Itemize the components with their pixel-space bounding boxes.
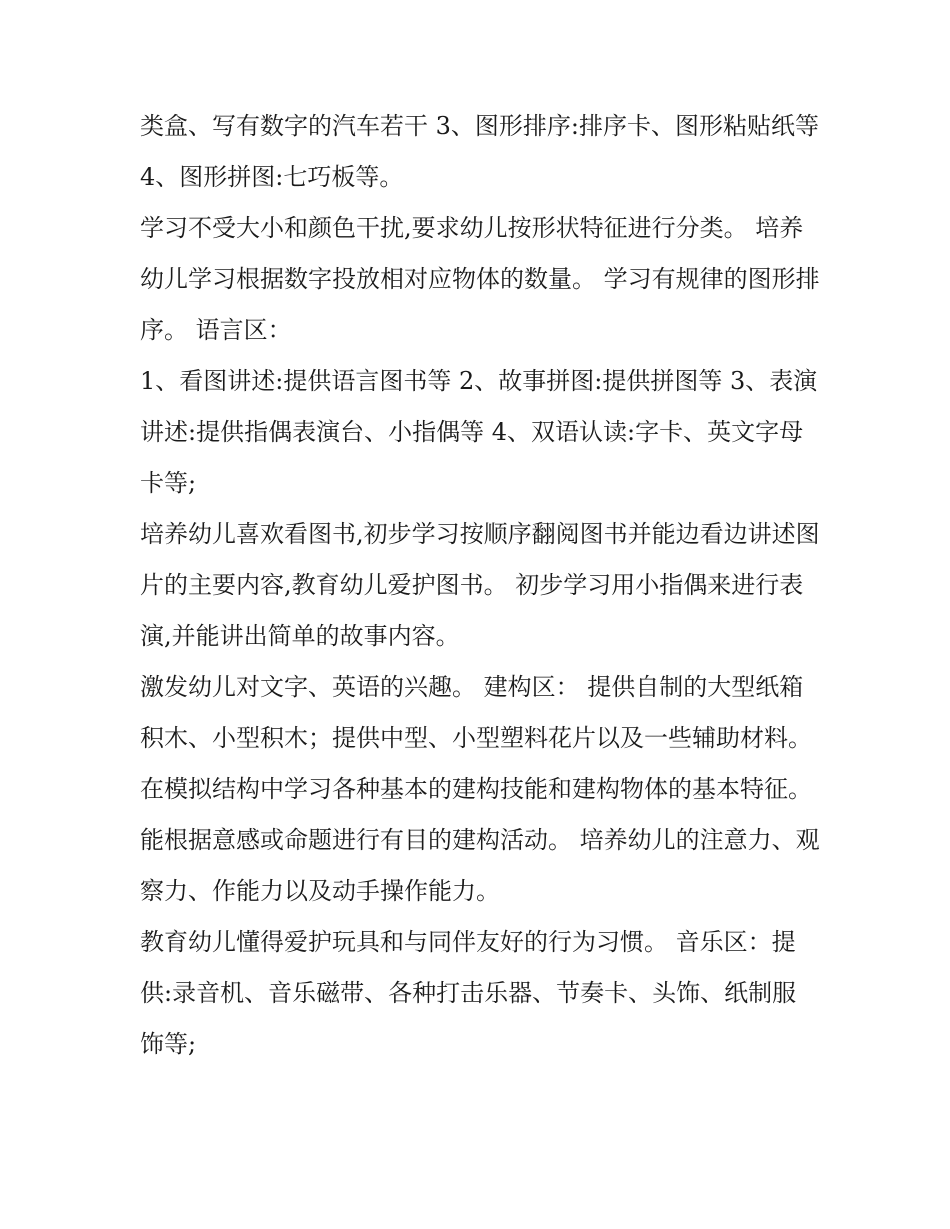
paragraph: 教育幼儿懂得爱护玩具和与同伴友好的行为习惯。 音乐区：提供:录音机、音乐磁带、各种打击乐器、节奏卡、头饰、纸制服饰等;	[140, 928, 797, 1058]
paragraph: 类盒、写有数字的汽车若干 3、图形排序:排序卡、图形粘贴纸等 4、图形拼图:七巧板等。	[140, 112, 819, 191]
paragraph: 激发幼儿对文字、英语的兴趣。 建构区： 提供自制的大型纸箱积木、小型积木；提供中型、小型塑料花片以及一些辅助材料。	[140, 673, 812, 752]
paragraph: 在模拟结构中学习各种基本的建构技能和建构物体的基本特征。 能根据意感或命题进行有目的建构活动。 培养幼儿的注意力、观察力、作能力以及动手操作能力。	[140, 775, 820, 905]
paragraph: 1、看图讲述:提供语言图书等 2、故事拼图:提供拼图等 3、表演讲述:提供指偶表演台、小指偶等 4、双语认读:字卡、英文字母卡等;	[140, 367, 818, 497]
paragraph: 学习不受大小和颜色干扰,要求幼儿按形状特征进行分类。 培养幼儿学习根据数字投放相对应物体的数量。 学习有规律的图形排序。 语言区：	[140, 214, 820, 344]
paragraph: 培养幼儿喜欢看图书,初步学习按顺序翻阅图书并能边看边讲述图片的主要内容,教育幼儿爱护图书。 初步学习用小指偶来进行表演,并能讲出简单的故事内容。	[140, 520, 820, 650]
document-body	[140, 101, 820, 1070]
